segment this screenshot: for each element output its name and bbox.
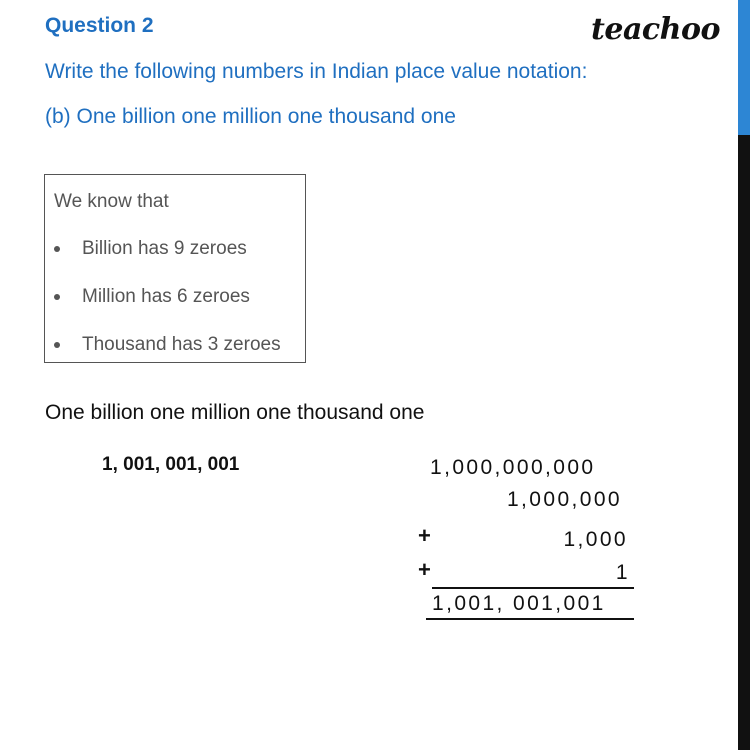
result-underline	[426, 618, 634, 620]
addend-row: 1,000,000	[506, 488, 622, 511]
bullet-icon	[54, 342, 60, 348]
addend-row: 1	[615, 561, 630, 584]
plus-sign: +	[418, 557, 431, 582]
sum-line	[432, 587, 634, 589]
facts-item	[54, 286, 250, 308]
facts-item	[54, 238, 247, 260]
facts-box	[44, 174, 306, 363]
addend-row: 1,000	[563, 528, 628, 551]
solution-statement: One billion one million one thousand one	[45, 401, 425, 424]
question-instruction: Write the following numbers in Indian place value notation:	[45, 60, 588, 83]
brand-logo: teachoo	[591, 12, 720, 47]
question-title: Question 2	[45, 14, 154, 37]
facts-heading: We know that	[54, 191, 169, 212]
facts-item-label: Billion has 9 zeroes	[82, 238, 247, 259]
plus-sign: +	[418, 523, 431, 548]
question-part-b: (b) One billion one million one thousand one	[45, 105, 456, 128]
bullet-icon	[54, 294, 60, 300]
sum-result: 1,001, 001,001	[432, 592, 606, 615]
solution-answer: 1, 001, 001, 001	[102, 454, 240, 475]
facts-item	[54, 334, 281, 356]
bullet-icon	[54, 246, 60, 252]
addend-row: 1,000,000,000	[430, 456, 596, 479]
facts-item-label: Thousand has 3 zeroes	[82, 334, 281, 355]
facts-item-label: Million has 6 zeroes	[82, 286, 250, 307]
scrollbar-thumb[interactable]	[738, 0, 750, 135]
